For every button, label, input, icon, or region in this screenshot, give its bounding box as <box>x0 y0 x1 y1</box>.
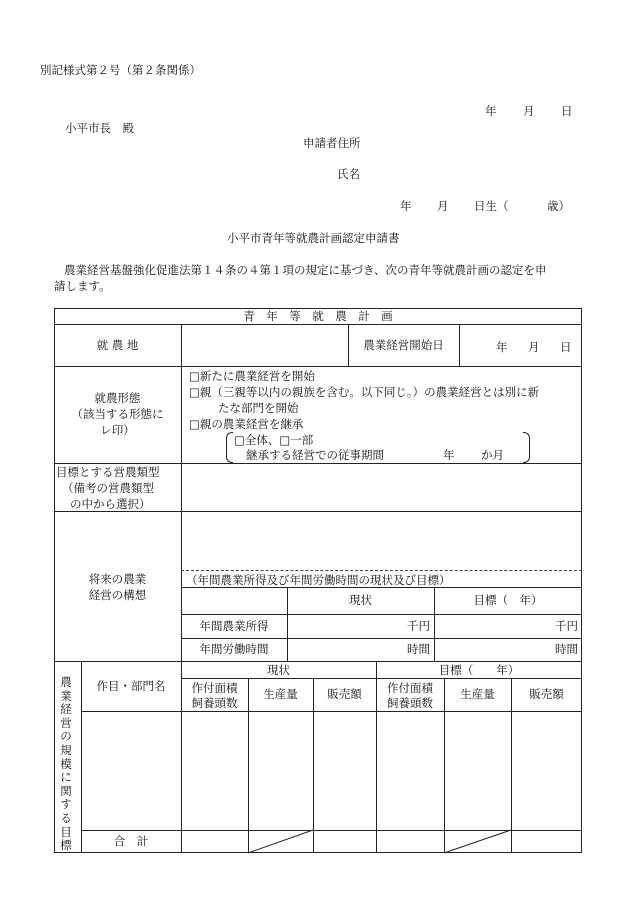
form-label-line-3: レ印） <box>100 423 135 437</box>
income-row-label: 年間農業所得 <box>199 619 269 633</box>
income-caption: （年間農業所得及び年間労働時間の現状及び目標） <box>186 573 451 587</box>
farm-location-label: 就 農 地 <box>96 338 139 352</box>
vision-label-line-2: 経営の構想 <box>88 588 147 602</box>
applicant-address-label: 申請者住所 <box>303 136 361 150</box>
type-label-line-3: の中から選択） <box>70 497 151 511</box>
start-date-year: 年 <box>496 340 508 354</box>
vision-divider-dashed <box>181 570 582 571</box>
hours-current-unit: 時間 <box>407 642 430 656</box>
current-label: 現状 <box>349 593 372 607</box>
form-option-new-division[interactable]: □親（三親等以内の親族を含む。以下同じ。）の農業経営とは別に新 <box>189 385 540 399</box>
scale-target-area-line-2: 飼養頭数 <box>387 696 433 710</box>
type-label-line-1: 目標とする営農類型 <box>56 465 160 479</box>
scale-current-label: 現状 <box>267 663 290 677</box>
form-option-new-division-cont: たな部門を開始 <box>218 401 299 415</box>
birth-day: 日生（ <box>474 199 509 213</box>
start-date-label: 農業経営開始日 <box>363 338 444 352</box>
succession-scope-options[interactable]: □全体、□一部 <box>234 433 314 447</box>
start-date-month: 月 <box>528 340 540 354</box>
succession-bracket-right <box>523 432 530 463</box>
birth-age: 歳） <box>547 199 570 213</box>
succession-period-year: 年 <box>443 448 455 462</box>
target-label: 目標（ 年） <box>473 593 543 607</box>
document-title: 小平市青年等就農計画認定申請書 <box>227 231 400 245</box>
succession-bracket-left <box>226 432 233 463</box>
addressee: 小平市長 殿 <box>65 121 134 135</box>
type-label-line-2: （備考の営農類型 <box>62 481 154 495</box>
scale-target-label: 目標（ 年） <box>438 663 520 677</box>
total-label: 合 計 <box>113 834 149 848</box>
total-current-output-slash <box>248 830 313 853</box>
income-current-unit: 千円 <box>407 619 430 633</box>
hours-target-unit: 時間 <box>555 642 578 656</box>
birth-year: 年 <box>400 199 412 213</box>
scale-current-output: 生産量 <box>263 687 298 701</box>
applicant-name-label: 氏名 <box>337 167 360 181</box>
scale-current-area-line-2: 飼養頭数 <box>191 696 238 710</box>
scale-current-area-line-1: 作付面積 <box>191 681 238 695</box>
scale-vertical-label: 農業経営の規模に関する目標 <box>60 675 72 853</box>
form-option-succession[interactable]: □親の農業経営を継承 <box>189 417 304 431</box>
form-option-new[interactable]: □新たに農業経営を開始 <box>189 369 315 383</box>
scale-current-sales: 販売額 <box>327 687 362 701</box>
birth-month: 月 <box>437 199 449 213</box>
form-label-line-2: （該当する形態に <box>71 407 164 421</box>
crop-label: 作目・部門名 <box>96 679 166 693</box>
income-target-unit: 千円 <box>555 619 578 633</box>
date-day: 日 <box>561 104 573 118</box>
table-header: 青 年 等 就 農 計 画 <box>243 309 393 323</box>
date-year: 年 <box>485 104 497 118</box>
scale-target-sales: 販売額 <box>529 687 564 701</box>
total-target-output-slash <box>444 830 511 853</box>
scale-target-area-line-1: 作付面積 <box>387 681 433 695</box>
intro-line-1: 農業経営基盤強化促進法第１４条の４第１項の規定に基づき、次の青年等就農計画の認定を申 <box>64 263 547 277</box>
vision-label-line-1: 将来の農業 <box>88 572 147 586</box>
form-number: 別記様式第２号（第２条関係） <box>40 63 201 77</box>
hours-row-label: 年間労働時間 <box>199 642 269 656</box>
intro-line-2: 請します。 <box>54 279 111 293</box>
date-month: 月 <box>523 104 535 118</box>
scale-target-output: 生産量 <box>460 687 495 701</box>
succession-period-month: か月 <box>481 448 504 462</box>
succession-period-label: 継承する経営での従事期間 <box>246 448 384 462</box>
form-label-line-1: 就農形態 <box>94 391 141 405</box>
start-date-day: 日 <box>560 340 572 354</box>
